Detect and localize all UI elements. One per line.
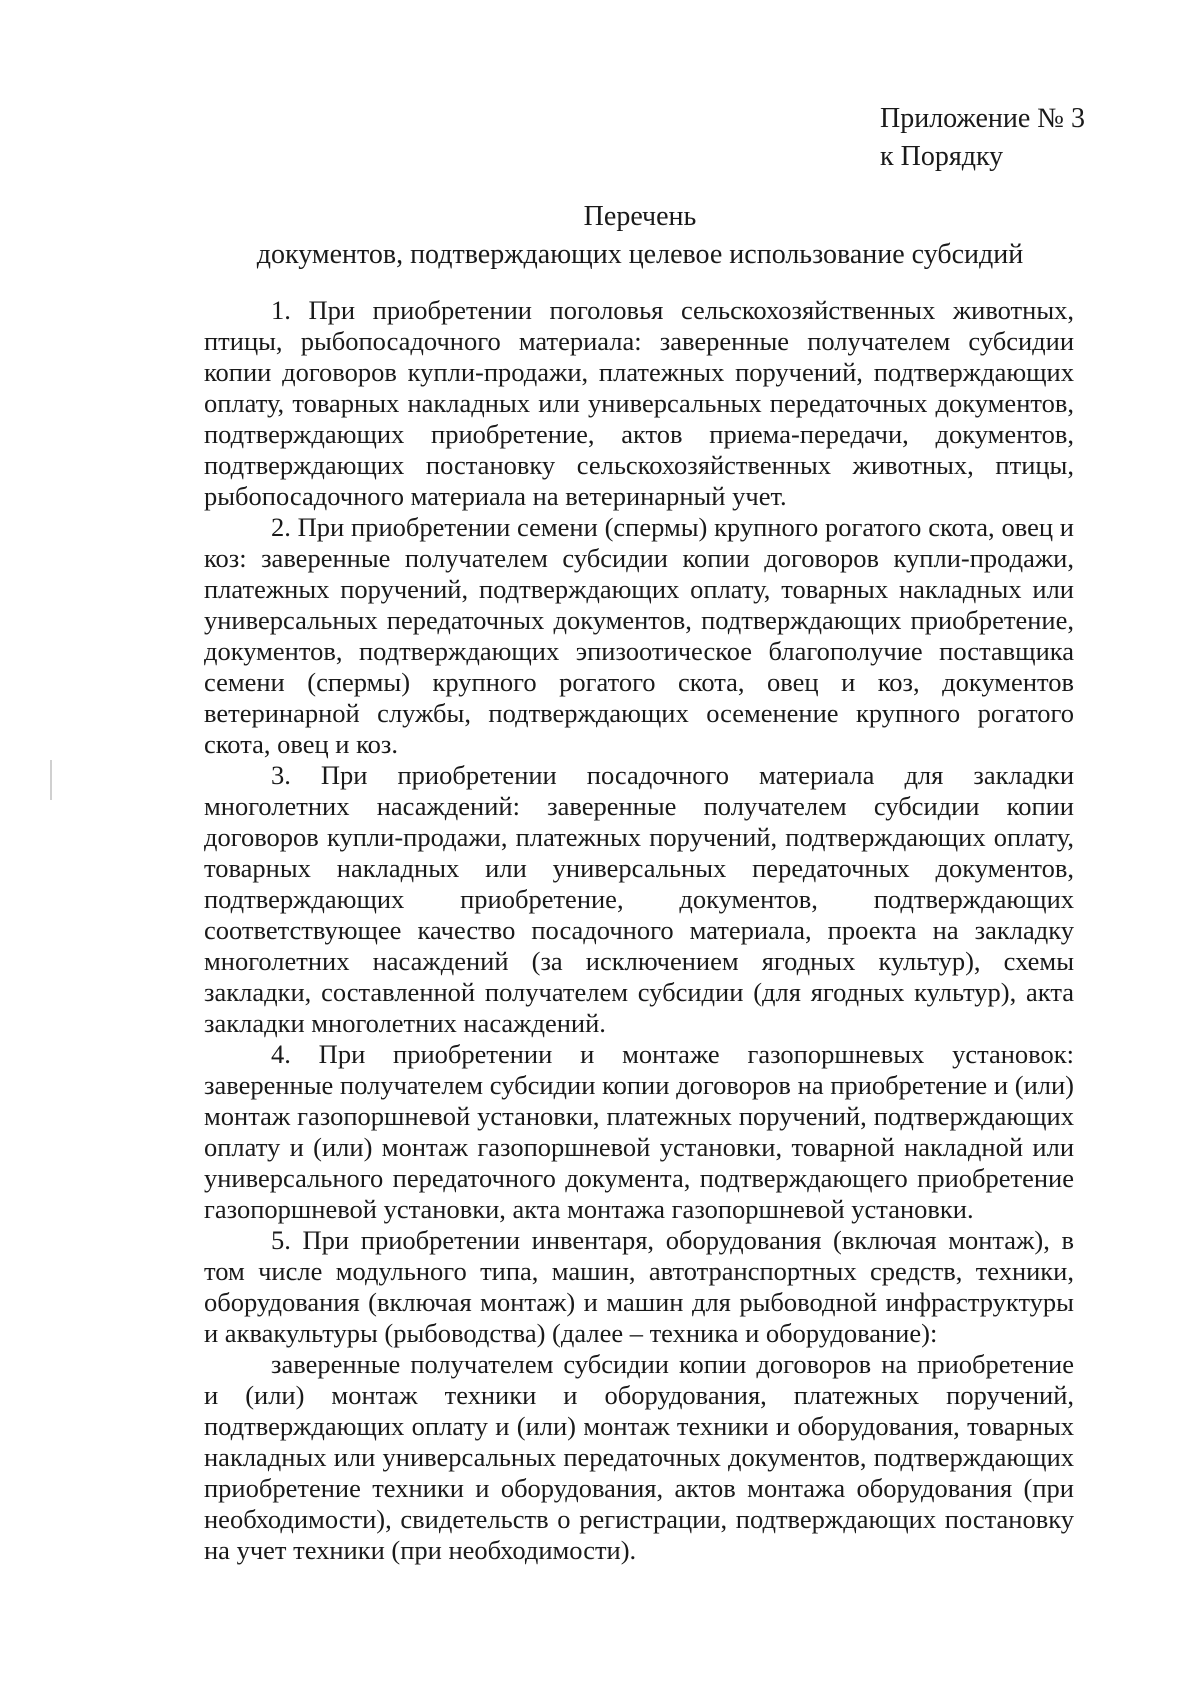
appendix-heading [880, 100, 1085, 176]
paragraph-3: 3. При приобретении посадочного материала для закладки многолетних насаждений: заверенные получателем субсидии копии договоров купли-продажи, платежных поручений, подтверждающих оплату, товарных накладных или универсальных передаточных документов, подтверждающих приобретение, документов, подтверждающих соответствующее качество посадочного материала, проекта на закладку многолетних насаждений (за исключением ягодных культур), схемы закладки, составленной получателем субсидии (для ягодных культур), акта закладки многолетних насаждений. [204, 760, 1074, 1038]
title-line-2: документов, подтверждающих целевое использование субсидий [256, 239, 1024, 270]
paragraph-5-continuation: заверенные получателем субсидии копии договоров на приобретение и (или) монтаж техники и оборудования, платежных поручений, подтверждающих оплату и (или) монтаж техники и оборудования, товарных накладных или универсальных передаточных документов, подтверждающих приобретение техники и оборудования, актов монтажа оборудования (при необходимости), свидетельств о регистрации, подтверждающих постановку на учет техники (при необходимости). [204, 1349, 1074, 1565]
paragraph-5: 5. При приобретении инвентаря, оборудования (включая монтаж), в том числе модульного типа, машин, автотранспортных средств, техники, оборудования (включая монтаж) и машин для рыбоводной инфраструктуры и аквакультуры (рыбоводства) (далее – техника и оборудование): [204, 1225, 1074, 1348]
appendix-reference: к Порядку [880, 141, 1004, 172]
scan-artifact [50, 760, 52, 800]
paragraph-1: 1. При приобретении поголовья сельскохозяйственных животных, птицы, рыбопосадочного материала: заверенные получателем субсидии копии договоров купли-продажи, платежных поручений, подтверждающих оплату, товарных накладных или универсальных передаточных документов, подтверждающих приобретение, актов приема-передачи, документов, подтверждающих постановку сельскохозяйственных животных, птицы, рыбопосадочного материала на ветеринарный учет. [204, 295, 1074, 511]
document-body [204, 295, 1074, 1566]
title-line-1: Перечень [583, 201, 697, 232]
appendix-number: Приложение № 3 [880, 103, 1085, 134]
paragraph-2: 2. При приобретении семени (спермы) крупного рогатого скота, овец и коз: заверенные получателем субсидии копии договоров купли-продажи, платежных поручений, подтверждающих оплату, товарных накладных или универсальных передаточных документов, подтверждающих приобретение, документов, подтверждающих эпизоотическое благополучие поставщика семени (спермы) крупного рогатого скота, овец и коз, документов ветеринарной службы, подтверждающих осеменение крупного рогатого скота, овец и коз. [204, 512, 1074, 759]
paragraph-4: 4. При приобретении и монтаже газопоршневых установок: заверенные получателем субсидии копии договоров на приобретение и (или) монтаж газопоршневой установки, платежных поручений, подтверждающих оплату и (или) монтаж газопоршневой установки, товарной накладной или универсального передаточного документа, подтверждающего приобретение газопоршневой установки, акта монтажа газопоршневой установки. [204, 1039, 1074, 1224]
document-title [200, 198, 1080, 274]
